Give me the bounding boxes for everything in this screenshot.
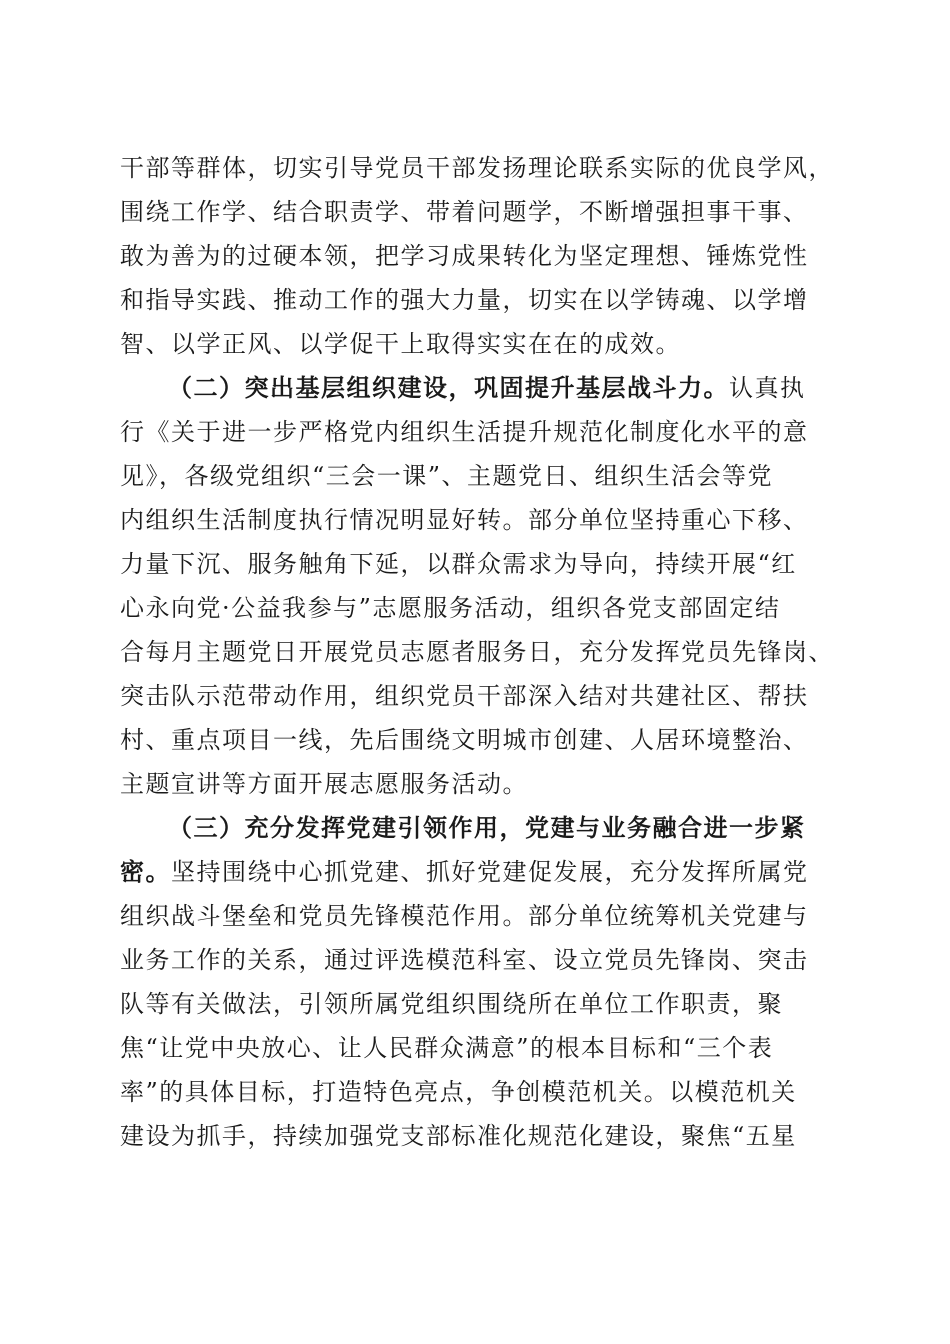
text-line: 力量下沉、服务触角下延，以群众需求为导向，持续开展“红	[120, 550, 797, 578]
text-line: 围绕工作学、结合职责学、带着问题学，不断增强担事干事、	[120, 198, 809, 226]
text-line: 行《关于进一步严格党内组织生活提升规范化制度化水平的意	[120, 418, 809, 446]
text-line: 队等有关做法，引领所属党组织围绕所在单位工作职责，聚	[120, 990, 783, 1018]
text-line: 建设为抓手，持续加强党支部标准化规范化建设，聚焦“五星	[120, 1122, 797, 1150]
text-line: 合每月主题党日开展党员志愿者服务日，充分发挥党员先锋岗、	[120, 638, 834, 666]
text-line: 见》，各级党组织“三会一课”、主题党日、组织生活会等党	[120, 462, 774, 490]
text-fragment: 坚持围绕中心抓党建、抓好党建促发展，充分发挥所属党	[171, 858, 809, 886]
text-line: 率”的具体目标，打造特色亮点，争创模范机关。以模范机关	[120, 1078, 797, 1106]
section-3-heading: （三）充分发挥党建引领作用，党建与业务融合进一步紧	[168, 813, 806, 842]
text-fragment: 认真执	[729, 374, 806, 402]
text-line: 内组织生活制度执行情况明显好转。部分单位坚持重心下移、	[120, 506, 809, 534]
section-3-heading-end: 密。	[120, 857, 171, 886]
text-line: 村、重点项目一线，先后围绕文明城市创建、人居环境整治、	[120, 726, 809, 754]
text-line: 业务工作的关系，通过评选模范科室、设立党员先锋岗、突击	[120, 946, 809, 974]
section-2-heading: （二）突出基层组织建设，巩固提升基层战斗力。	[168, 373, 729, 402]
section-2-heading-line	[168, 373, 806, 403]
section-3-heading-line	[120, 857, 809, 887]
text-line: 和指导实践、推动工作的强大力量，切实在以学铸魂、以学增	[120, 286, 809, 314]
text-line: 突击队示范带动作用，组织党员干部深入结对共建社区、帮扶	[120, 682, 809, 710]
text-line: 组织战斗堡垒和党员先锋模范作用。部分单位统筹机关党建与	[120, 902, 809, 930]
text-line: 主题宣讲等方面开展志愿服务活动。	[120, 770, 528, 798]
text-line: 智、以学正风、以学促干上取得实实在在的成效。	[120, 330, 681, 358]
text-line: 干部等群体，切实引导党员干部发扬理论联系实际的优良学风，	[120, 154, 834, 182]
text-line: 心永向党·公益我参与”志愿服务活动，组织各党支部固定结	[120, 594, 781, 622]
text-line: 敢为善为的过硬本领，把学习成果转化为坚定理想、锤炼党性	[120, 242, 809, 270]
text-line: 焦“让党中央放心、让人民群众满意”的根本目标和“三个表	[120, 1034, 774, 1062]
